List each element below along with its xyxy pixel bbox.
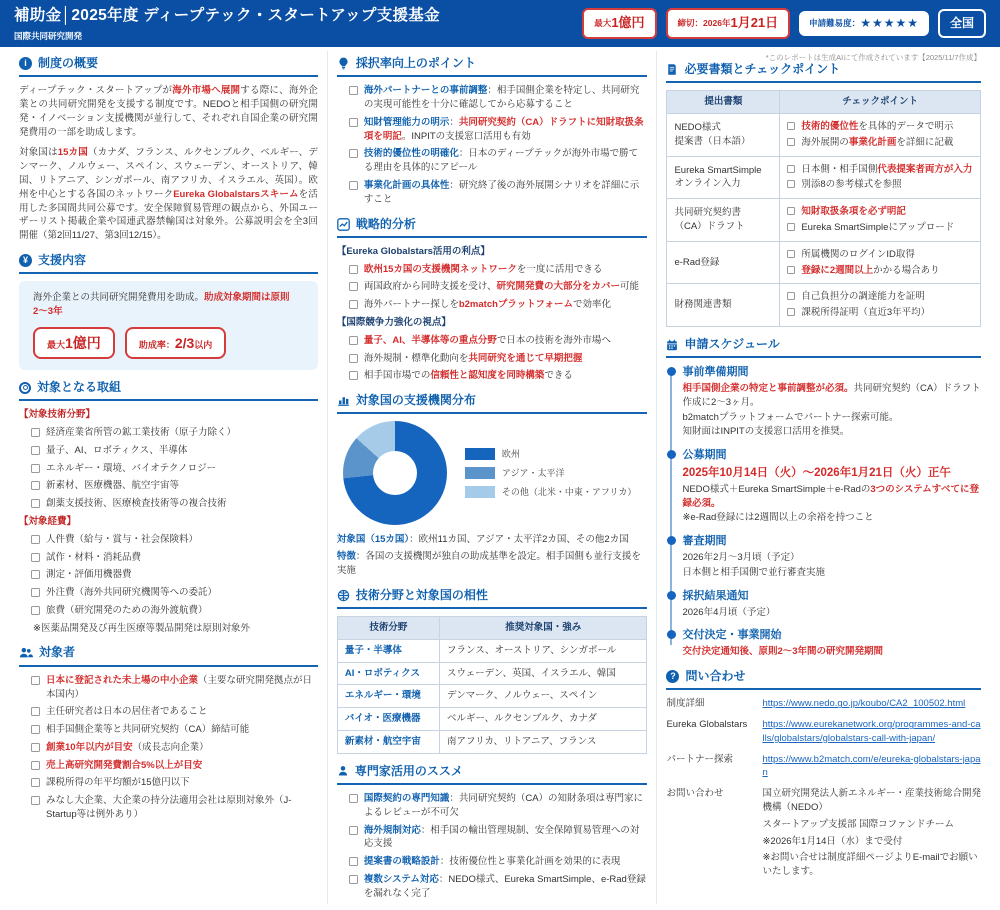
check-text: 創業10年以内が目安（成長志向企業） bbox=[46, 741, 209, 753]
check-item bbox=[787, 221, 973, 235]
check-text: Eureka SmartSimpleにアップロード bbox=[801, 221, 955, 233]
table-cell: デンマーク、ノルウェー、スペイン bbox=[440, 685, 647, 708]
check-text: 別添8の参考様式を参照 bbox=[801, 179, 902, 191]
checkbox-icon bbox=[787, 266, 795, 274]
schedule-phase bbox=[682, 589, 981, 620]
checkbox-icon bbox=[31, 464, 40, 473]
overview-paragraph-2: 対象国は15カ国（カナダ、フランス、ルクセンブルク、ベルギー、デンマーク、ノルウェー、スペイン、スウェーデン、オーストリア、韓国、リトアニア、シンガポール、南アフリカ、イスラエル、英国）。欧州を中心とする各国のネットワークEureka Globalstarsスキームを活用した多国間共同公募です。安全保障貿易管理の観点から、外国ユーザーリスト掲載企業や国連武器禁輸国は対象外。公募説明会を全3回開催（第2回11/27、第3回12/15）。 bbox=[19, 147, 318, 242]
legend-label: その他（北米・中東・アフリカ） bbox=[501, 486, 637, 497]
check-item bbox=[787, 136, 973, 150]
table-cell: ベルギー、ルクセンブルク、カナダ bbox=[440, 708, 647, 731]
phase-line: 2025年10月14日（火）〜2026年1月21日（火）正午 bbox=[682, 467, 951, 480]
points-list bbox=[337, 84, 648, 206]
right-column bbox=[657, 51, 990, 904]
document-checks bbox=[780, 241, 981, 284]
legend-swatch bbox=[465, 486, 495, 498]
subsidy-rate-chip: 助成率： 2/3 以内 bbox=[125, 327, 227, 359]
strategy-group1-label: 【Eureka Globalstars活用の利点】 bbox=[336, 245, 490, 257]
contact-lines bbox=[762, 787, 981, 882]
document-icon bbox=[666, 63, 678, 76]
ai-generated-note: *このレポートは生成AIにて作成されています【2025/11/7作成】 bbox=[765, 53, 981, 62]
section-title: 問い合わせ bbox=[685, 668, 746, 683]
document-name: 財務関連書類 bbox=[667, 284, 780, 327]
check-item bbox=[31, 759, 318, 773]
check-item bbox=[787, 163, 973, 177]
checkbox-icon bbox=[31, 428, 40, 437]
schedule-phase bbox=[682, 448, 981, 525]
check-text: 試作・材料・消耗品費 bbox=[46, 551, 142, 563]
max-amount-chip: 最大 1億円 bbox=[33, 327, 115, 359]
check-item bbox=[787, 306, 973, 320]
check-text: 海外展開の事業化計画を詳細に記載 bbox=[801, 136, 954, 148]
table-header-cell: 技術分野 bbox=[337, 617, 439, 640]
table-header-cell: 提出書類 bbox=[667, 91, 780, 114]
check-text: 技術的優位性を具体的データで明示 bbox=[801, 121, 954, 133]
check-item bbox=[349, 792, 648, 820]
checkbox-icon bbox=[787, 122, 795, 130]
timeline-dot-icon bbox=[667, 630, 676, 639]
difficulty-label: 申請難易度： bbox=[809, 18, 861, 29]
check-item bbox=[349, 84, 648, 112]
section-overview-header bbox=[19, 55, 318, 77]
contact-table bbox=[666, 697, 981, 881]
check-text: 提案書の戦略設計：技術優位性と事業化計画を効果的に表現 bbox=[363, 856, 621, 868]
star-rating: ★★★★★ bbox=[860, 15, 919, 30]
check-text: 技術的優位性の明確化：日本のディープテックが海外市場で勝てる理由を具体的にアピール bbox=[363, 148, 639, 174]
legend-label: アジア・太平洋 bbox=[501, 467, 565, 478]
document-name: NEDO様式 提案書（日本語） bbox=[667, 114, 780, 157]
section-support-header bbox=[19, 252, 318, 274]
checkbox-icon bbox=[349, 282, 358, 291]
checkbox-icon bbox=[31, 570, 40, 579]
check-item bbox=[31, 426, 318, 440]
document-name: Eureka SmartSimple オンライン入力 bbox=[667, 156, 780, 199]
check-item bbox=[349, 352, 648, 366]
strategy-group2-list bbox=[337, 334, 648, 383]
check-item bbox=[349, 369, 648, 383]
section-title: 対象となる取組 bbox=[37, 380, 122, 395]
table-row bbox=[667, 199, 981, 242]
check-text: 海外パートナーとの事前調整：相手国側企業を特定し、共同研究の実現可能性を十分に確認してから応募すること bbox=[363, 85, 640, 111]
checkbox-icon bbox=[349, 371, 358, 380]
section-schedule-header bbox=[666, 336, 981, 358]
activities-note: ※医薬品開発及び再生医療等製品開発は原則対象外 bbox=[33, 622, 250, 634]
check-item bbox=[787, 178, 973, 192]
header-bar bbox=[0, 0, 1000, 47]
bar-chart-icon bbox=[337, 394, 350, 407]
section-title: 申請スケジュール bbox=[684, 336, 780, 351]
document-checks bbox=[780, 284, 981, 327]
checkbox-icon bbox=[31, 553, 40, 562]
section-title: 戦略的分析 bbox=[355, 216, 416, 231]
checkbox-icon bbox=[349, 857, 358, 866]
schedule-phase bbox=[682, 365, 981, 439]
table-cell: フランス、オーストリア、シンガポール bbox=[440, 639, 647, 662]
line-chart-icon bbox=[337, 218, 350, 231]
chart-caption-countries: 対象国（15カ国）：欧州11カ国、アジア・太平洋2カ国、その他2カ国 bbox=[336, 534, 629, 546]
check-item bbox=[31, 444, 318, 458]
checkbox-icon bbox=[31, 761, 40, 770]
table-cell: 量子・半導体 bbox=[337, 639, 439, 662]
checkbox-icon bbox=[349, 181, 358, 190]
content bbox=[0, 47, 1000, 910]
donut-chart bbox=[343, 421, 447, 525]
table-row bbox=[337, 639, 647, 662]
section-strategy-header bbox=[337, 216, 648, 238]
check-text: 経済産業省所管の鉱工業技術（原子力除く） bbox=[46, 427, 237, 439]
check-text: 主任研究者は日本の居住者であること bbox=[46, 706, 208, 718]
check-text: 日本側・相手国側代表提案者両方が入力 bbox=[801, 163, 973, 175]
contact-line: ※2026年1月14日（水）まで受付 bbox=[762, 835, 903, 847]
phase-title: 審査期間 bbox=[682, 535, 727, 548]
phase-title: 事前準備期間 bbox=[682, 366, 749, 379]
check-item bbox=[787, 290, 973, 304]
contact-link[interactable]: https://www.b2match.com/e/eureka-globalstars-japan bbox=[762, 753, 981, 779]
header-badges bbox=[582, 8, 986, 39]
table-cell: 南アフリカ、リトアニア、フランス bbox=[440, 730, 647, 753]
check-text: 日本に登記された未上場の中小企業（主要な研究開発拠点が日本国内） bbox=[46, 674, 313, 700]
section-title: 制度の概要 bbox=[38, 56, 99, 70]
phase-line: 2026年2月〜3月頃（予定） bbox=[682, 552, 800, 564]
checkbox-icon bbox=[787, 180, 795, 188]
check-item bbox=[31, 705, 318, 719]
check-text: 創薬支援技術、医療検査技術等の複合技術 bbox=[46, 498, 227, 510]
contact-label: Eureka Globalstars bbox=[666, 719, 748, 731]
checkbox-icon bbox=[349, 875, 358, 884]
info-icon: i bbox=[19, 57, 32, 70]
phase-title: 採択結果通知 bbox=[682, 589, 749, 602]
checkbox-icon bbox=[349, 354, 358, 363]
check-item bbox=[31, 497, 318, 511]
phase-line: NEDO様式＋Eureka SmartSimple＋e-Radの3つのシステムすべてに登録必須。 bbox=[682, 483, 980, 509]
check-item bbox=[349, 298, 648, 312]
check-item bbox=[31, 674, 318, 702]
support-box bbox=[19, 281, 318, 370]
section-compatibility-header bbox=[337, 587, 648, 609]
checkbox-icon bbox=[31, 481, 40, 490]
checkbox-icon bbox=[349, 265, 358, 274]
check-item bbox=[349, 116, 648, 144]
checkbox-icon bbox=[349, 118, 358, 127]
check-text: 複数システム対応：NEDO様式、Eureka SmartSimple、e-Rad登録を漏れなく完了 bbox=[363, 873, 646, 899]
checkbox-icon bbox=[787, 207, 795, 215]
table-row bbox=[667, 241, 981, 284]
support-yen-icon: ¥ bbox=[19, 254, 32, 267]
target-icon bbox=[19, 382, 31, 394]
checkbox-icon bbox=[31, 588, 40, 597]
table-cell: エネルギー・環境 bbox=[337, 685, 439, 708]
legend-swatch bbox=[465, 467, 495, 479]
person-icon bbox=[337, 765, 349, 777]
check-text: 外注費（海外共同研究機関等への委託） bbox=[46, 587, 218, 599]
contact-line: スタートアップ支援部 国際コファンドチーム bbox=[762, 818, 954, 830]
check-text: みなし大企業、大企業の持分法適用会社は原則対象外（J-Startup等は例外あり） bbox=[46, 795, 292, 820]
check-text: 登録に2週間以上かかる場合あり bbox=[801, 264, 940, 276]
contact-label: お問い合わせ bbox=[666, 788, 724, 800]
check-item bbox=[349, 873, 648, 901]
check-text: 所属機関のログインID取得 bbox=[801, 248, 915, 260]
check-item bbox=[31, 776, 318, 790]
section-contact-header bbox=[666, 668, 981, 690]
calendar-icon bbox=[666, 339, 678, 351]
check-text: 測定・評価用機器費 bbox=[46, 569, 132, 581]
table-row bbox=[337, 662, 647, 685]
check-item bbox=[787, 248, 973, 262]
check-text: 海外パートナー探しをb2matchプラットフォームで効率化 bbox=[363, 299, 611, 311]
check-item bbox=[787, 120, 973, 134]
difficulty-badge bbox=[799, 11, 929, 36]
phase-line: ※e-Rad登録には2週間以上の余裕を持つこと bbox=[682, 512, 874, 524]
check-text: 相手国側企業等と共同研究契約（CA）締結可能 bbox=[46, 724, 250, 736]
contact-label: パートナー探索 bbox=[666, 753, 733, 765]
checkbox-icon bbox=[31, 606, 40, 615]
table-row bbox=[337, 708, 647, 731]
schedule-phase bbox=[682, 628, 981, 659]
check-item bbox=[349, 334, 648, 348]
document-checks bbox=[780, 199, 981, 242]
section-title: 技術分野と対象国の相性 bbox=[355, 587, 488, 602]
table-row bbox=[337, 730, 647, 753]
check-text: 海外規制対応：相手国の輸出管理規制、安全保障貿易管理への対応支援 bbox=[363, 824, 640, 850]
documents-table bbox=[666, 90, 981, 326]
people-icon bbox=[19, 646, 33, 660]
tech-fields-label: 【対象技術分野】 bbox=[19, 409, 96, 421]
check-item bbox=[31, 533, 318, 547]
check-item bbox=[31, 462, 318, 476]
schedule-timeline bbox=[666, 365, 981, 659]
expenses-label: 【対象経費】 bbox=[19, 516, 77, 528]
document-checks bbox=[780, 156, 981, 199]
check-item bbox=[349, 280, 648, 294]
timeline-dot-icon bbox=[667, 367, 676, 376]
check-text: 国際契約の専門知識：共同研究契約（CA）の知財条項は専門家によるレビューが不可欠 bbox=[363, 793, 644, 818]
page-subtitle: 国際共同研究開発 bbox=[14, 30, 83, 41]
check-item bbox=[349, 855, 648, 869]
check-text: 量子、AI、ロボティクス、半導体 bbox=[46, 444, 188, 456]
compatibility-table bbox=[337, 616, 648, 754]
check-text: エネルギー・環境、バイオテクノロジー bbox=[46, 462, 217, 474]
checkbox-icon bbox=[349, 149, 358, 158]
check-text: 人件費（給与・賞与・社会保険料） bbox=[46, 533, 199, 545]
section-points-header bbox=[337, 55, 648, 77]
check-text: 課税所得の年平均額が15億円以下 bbox=[46, 777, 190, 789]
section-title: 必要書類とチェックポイント bbox=[684, 62, 841, 76]
timeline-dot-icon bbox=[667, 591, 676, 600]
max-amount-badge: 最大 1億円 bbox=[582, 8, 656, 39]
check-text: 海外規制・標準化動向を共同研究を通じて早期把握 bbox=[363, 352, 583, 364]
check-text: 自己負担分の調達能力を証明 bbox=[801, 291, 925, 303]
legend-item bbox=[465, 448, 637, 461]
expenses-list bbox=[19, 533, 318, 618]
strategy-group1-list bbox=[337, 263, 648, 312]
section-title: 支援内容 bbox=[38, 252, 87, 267]
phase-title: 公募期間 bbox=[682, 449, 727, 462]
check-item bbox=[31, 794, 318, 822]
phase-title: 交付決定・事業開始 bbox=[682, 629, 782, 642]
check-text: 旅費（研究開発のための海外渡航費） bbox=[46, 604, 208, 616]
check-text: 量子、AI、半導体等の重点分野で日本の技術を海外市場へ bbox=[363, 334, 611, 346]
check-text: 両国政府から同時支援を受け、研究開発費の大部分をカバー可能 bbox=[363, 281, 639, 293]
check-item bbox=[787, 264, 973, 278]
legend-item bbox=[465, 467, 637, 480]
checkbox-icon bbox=[787, 292, 795, 300]
support-summary: 海外企業との共同研究開発費用を助成。助成対象期間は原則2〜3年 bbox=[33, 292, 290, 317]
checkbox-icon bbox=[349, 86, 358, 95]
document-name: 共同研究契約書 （CA）ドラフト bbox=[667, 199, 780, 242]
check-item bbox=[349, 824, 648, 852]
table-cell: AI・ロボティクス bbox=[337, 662, 439, 685]
checkbox-icon bbox=[31, 446, 40, 455]
check-item bbox=[31, 551, 318, 565]
check-text: 欧州15カ国の支援機関ネットワークを一度に活用できる bbox=[363, 263, 603, 275]
legend-item bbox=[465, 486, 637, 499]
checkbox-icon bbox=[31, 778, 40, 787]
section-title: 対象者 bbox=[39, 645, 76, 660]
section-title: 専門家活用のススメ bbox=[354, 763, 463, 778]
checkbox-icon bbox=[787, 308, 795, 316]
schedule-phase bbox=[682, 534, 981, 579]
contact-line: 国立研究開発法人新エネルギー・産業技術総合開発機構（NEDO） bbox=[762, 788, 981, 813]
section-documents-header bbox=[666, 61, 981, 83]
check-text: 売上高研究開発費割合5%以上が目安 bbox=[46, 759, 203, 771]
contact-line: ※お問い合せは制度詳細ページよりE-mailでお願いいたします。 bbox=[762, 852, 978, 878]
document-checks bbox=[780, 114, 981, 157]
donut-chart-block bbox=[343, 421, 648, 525]
checkbox-icon bbox=[349, 300, 358, 309]
checkbox-icon bbox=[787, 250, 795, 258]
phase-line: 2026年4月頃（予定） bbox=[682, 606, 776, 618]
section-eligibility-header bbox=[19, 644, 318, 666]
checkbox-icon bbox=[31, 725, 40, 734]
checkbox-icon bbox=[787, 165, 795, 173]
contact-label: 制度詳細 bbox=[666, 698, 705, 710]
checkbox-icon bbox=[31, 535, 40, 544]
question-icon: ? bbox=[666, 670, 679, 683]
table-row bbox=[667, 114, 981, 157]
checkbox-icon bbox=[349, 794, 358, 803]
middle-column bbox=[327, 51, 658, 904]
check-item bbox=[31, 586, 318, 600]
section-distribution-header bbox=[337, 392, 648, 414]
checkbox-icon bbox=[349, 336, 358, 345]
checkbox-icon bbox=[31, 499, 40, 508]
check-item bbox=[349, 147, 648, 175]
legend-swatch bbox=[465, 448, 495, 460]
section-experts-header bbox=[337, 763, 648, 785]
checkbox-icon bbox=[349, 826, 358, 835]
check-text: 知財取扱条項を必ず明記 bbox=[801, 206, 906, 218]
phase-line: b2matchプラットフォームでパートナー探索可能。 bbox=[682, 411, 899, 423]
check-text: 相手国市場での信頼性と認知度を同時構築できる bbox=[363, 370, 573, 382]
check-text: 知財管理能力の明示：共同研究契約（CA）ドラフトに知財取扱条項を明記。INPITの支援窓口活用も有効 bbox=[363, 116, 644, 142]
strategy-group2-label: 【国際競争力強化の視点】 bbox=[336, 316, 451, 328]
check-item bbox=[349, 263, 648, 277]
tech-fields-list bbox=[19, 426, 318, 511]
check-text: 事業化計画の具体性：研究終了後の海外展開シナリオを詳細に示すこと bbox=[363, 179, 640, 205]
phase-line: 日本側と相手国側で並行審査実施 bbox=[682, 566, 825, 578]
checkbox-icon bbox=[787, 223, 795, 231]
table-row bbox=[667, 284, 981, 327]
chart-caption-feature: 特徴：各国の支援機関が独自の助成基準を設定。相手国側も並行支援を実施 bbox=[336, 551, 641, 576]
checkbox-icon bbox=[31, 796, 40, 805]
check-item bbox=[31, 604, 318, 618]
timeline-dot-icon bbox=[667, 536, 676, 545]
experts-list bbox=[337, 792, 648, 900]
contact-link[interactable]: https://www.eurekanetwork.org/programmes-and-calls/globalstars/globalstars-call-with-japan/ bbox=[762, 719, 981, 744]
phase-line: 交付決定通知後、原則2〜3年間の研究開発期間 bbox=[682, 646, 884, 658]
checkbox-icon bbox=[31, 707, 40, 716]
checkbox-icon bbox=[31, 743, 40, 752]
contact-link[interactable]: https://www.nedo.go.jp/koubo/CA2_100502.html bbox=[762, 698, 966, 710]
check-item bbox=[31, 741, 318, 755]
table-row bbox=[337, 685, 647, 708]
phase-line: 知財面はINPITの支援窓口活用を推奨。 bbox=[682, 426, 850, 438]
table-header-cell: 推奨対象国・強み bbox=[440, 617, 647, 640]
globe-icon bbox=[337, 589, 350, 602]
phase-line: 相手国側企業の特定と事前調整が必須。共同研究契約（CA）ドラフト作成に2〜3ヶ月。 bbox=[682, 383, 981, 408]
checkbox-icon bbox=[31, 676, 40, 685]
chart-legend bbox=[465, 448, 637, 499]
table-cell: バイオ・医療機器 bbox=[337, 708, 439, 731]
deadline-badge: 締切：2026年 1月21日 bbox=[666, 8, 791, 39]
section-title: 対象国の支援機関分布 bbox=[355, 393, 476, 408]
timeline-dot-icon bbox=[667, 450, 676, 459]
eligibility-list bbox=[19, 674, 318, 822]
check-item bbox=[31, 568, 318, 582]
support-badges bbox=[33, 327, 304, 359]
check-item bbox=[349, 179, 648, 207]
checkbox-icon bbox=[787, 138, 795, 146]
overview-paragraph-1: ディープテック・スタートアップが海外市場へ展開する際に、海外企業との共同研究開発を支援する制度です。NEDOと相手国側の研究開発・イノベーション支援機関が並行して、それぞれ自国企業の研究開発費用の一部を助成します。 bbox=[19, 85, 318, 138]
document-name: e-Rad登録 bbox=[667, 241, 780, 284]
section-title: 採択率向上のポイント bbox=[355, 56, 476, 70]
lightbulb-icon bbox=[337, 57, 350, 70]
section-activities-header bbox=[19, 379, 318, 401]
page-title: 補助金│2025年度 ディープテック・スタートアップ支援基金 bbox=[14, 7, 440, 25]
left-column bbox=[10, 51, 327, 904]
check-text: 課税所得証明（直近3年平均） bbox=[801, 307, 931, 319]
legend-label: 欧州 bbox=[501, 448, 520, 459]
check-item bbox=[31, 723, 318, 737]
table-cell: スウェーデン、英国、イスラエル、韓国 bbox=[440, 662, 647, 685]
header-titles bbox=[14, 5, 440, 42]
table-row bbox=[667, 156, 981, 199]
table-cell: 新素材・航空宇宙 bbox=[337, 730, 439, 753]
check-item bbox=[31, 479, 318, 493]
area-badge: 全国 bbox=[938, 9, 986, 38]
table-header-cell: チェックポイント bbox=[780, 91, 981, 114]
check-item bbox=[787, 205, 973, 219]
check-text: 新素材、医療機器、航空宇宙等 bbox=[46, 480, 180, 492]
